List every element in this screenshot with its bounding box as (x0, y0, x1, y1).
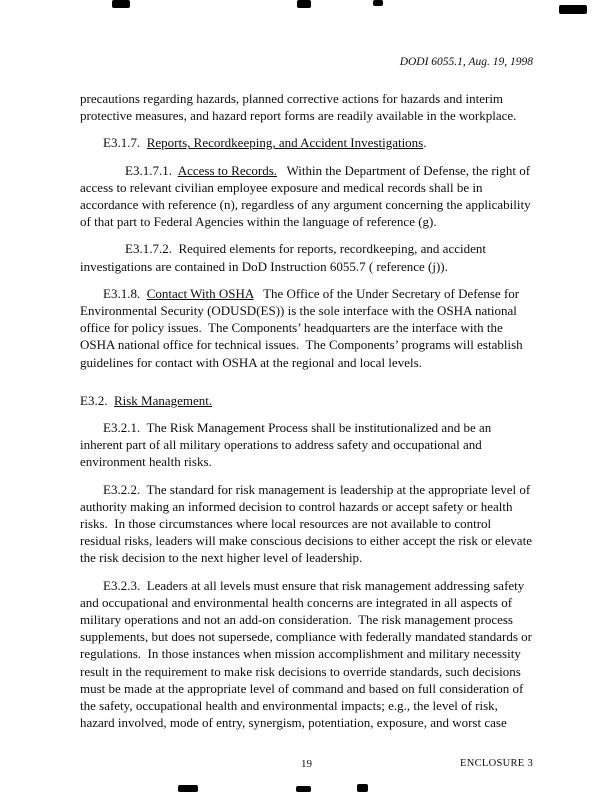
scan-artifact (373, 0, 383, 6)
document-header: DODI 6055.1, Aug. 19, 1998 (399, 56, 533, 68)
enclosure-label: ENCLOSURE 3 (459, 758, 533, 769)
section-heading-text: Contact With OSHA (146, 285, 254, 301)
paragraph-text: E3.1.7.2. Required elements for reports, recordkeeping, and accident investigations are contained in DoD Instruction 6055.7 ( reference (j)). (80, 241, 490, 274)
paragraph (80, 90, 533, 124)
scan-artifact (296, 786, 311, 792)
paragraph-text: E3.2. (80, 392, 114, 408)
paragraph (80, 392, 533, 409)
scan-artifact (112, 0, 130, 8)
scan-artifact (178, 785, 198, 792)
paragraph-text: E3.2.2. The standard for risk management is leadership at the appropriate level of authority making an informed decision to control hazards or accept safety or health risks. In those circumstances where local resources are not available to control residual risks, leaders will make conscious decisions to either accept the risk or elevate the risk decision to the next higher level of leadership. (80, 481, 536, 566)
scan-artifact (297, 0, 311, 8)
paragraph-text: E3.1.7.1. (125, 162, 178, 178)
paragraph (80, 134, 533, 151)
scan-artifact (357, 784, 368, 792)
section-heading-text: Access to Records. (177, 162, 278, 178)
paragraph (80, 481, 536, 567)
paragraph (80, 419, 533, 471)
document-footer (80, 758, 533, 774)
section-heading-text: Reports, Recordkeeping, and Accident Investigations (146, 135, 424, 151)
paragraph (80, 240, 533, 274)
paragraph-text: E3.2.1. The Risk Management Process shall be institutionalized and be an inherent part of all military operations to address safety and occupational and environment health risks. (80, 420, 495, 470)
paragraph-text: E3.2.3. Leaders at all levels must ensure that risk management addressing safety and occupational and environmental health concerns are integrated in all aspects of military operations and not an add-on consideration. The risk management process supplements, but does not supersede, compliance with federally mandated standards or regulations. In those instances when mission accomplishment and military necessity result in the requirement to make risk decisions to override standards, such decisions must be made at the appropriate level of command and based on full consideration of the safety, occupational health and environmental impacts; e.g., the level of risk, hazard involved, mode of entry, synergism, potentiation, exposure, and worst case (80, 577, 536, 731)
paragraph (80, 577, 536, 732)
section-heading-text: Risk Management. (113, 392, 213, 408)
paragraph-text: . (423, 135, 427, 151)
paragraph-text: E3.1.7. (103, 135, 147, 151)
paragraph-text: E3.1.8. (103, 285, 147, 301)
paragraph-text: Within the Department of Defense, the right of access to relevant civilian employee exposure and medical records shall be in accordance with reference (n), regardless of any argument concerning the applicability of that part to Federal Agencies within the language of reference (g). (80, 162, 534, 230)
document-body (80, 90, 536, 742)
paragraph (80, 162, 533, 231)
paragraph (80, 285, 533, 371)
page-number: 19 (301, 758, 312, 770)
scan-artifact (559, 5, 587, 14)
paragraph-text: The Office of the Under Secretary of Defense for Environmental Security (ODUSD(ES)) is the sole interface with the OSHA national office for policy issues. The Components’ headquarters are the interface with the OSHA national office for technical issues. The Components’ programs will establish guidelines for contact with OSHA at the regional and local levels. (80, 285, 526, 370)
paragraph-text: precautions regarding hazards, planned corrective actions for hazards and interim protective measures, and hazard report forms are readily available in the workplace. (80, 91, 517, 124)
